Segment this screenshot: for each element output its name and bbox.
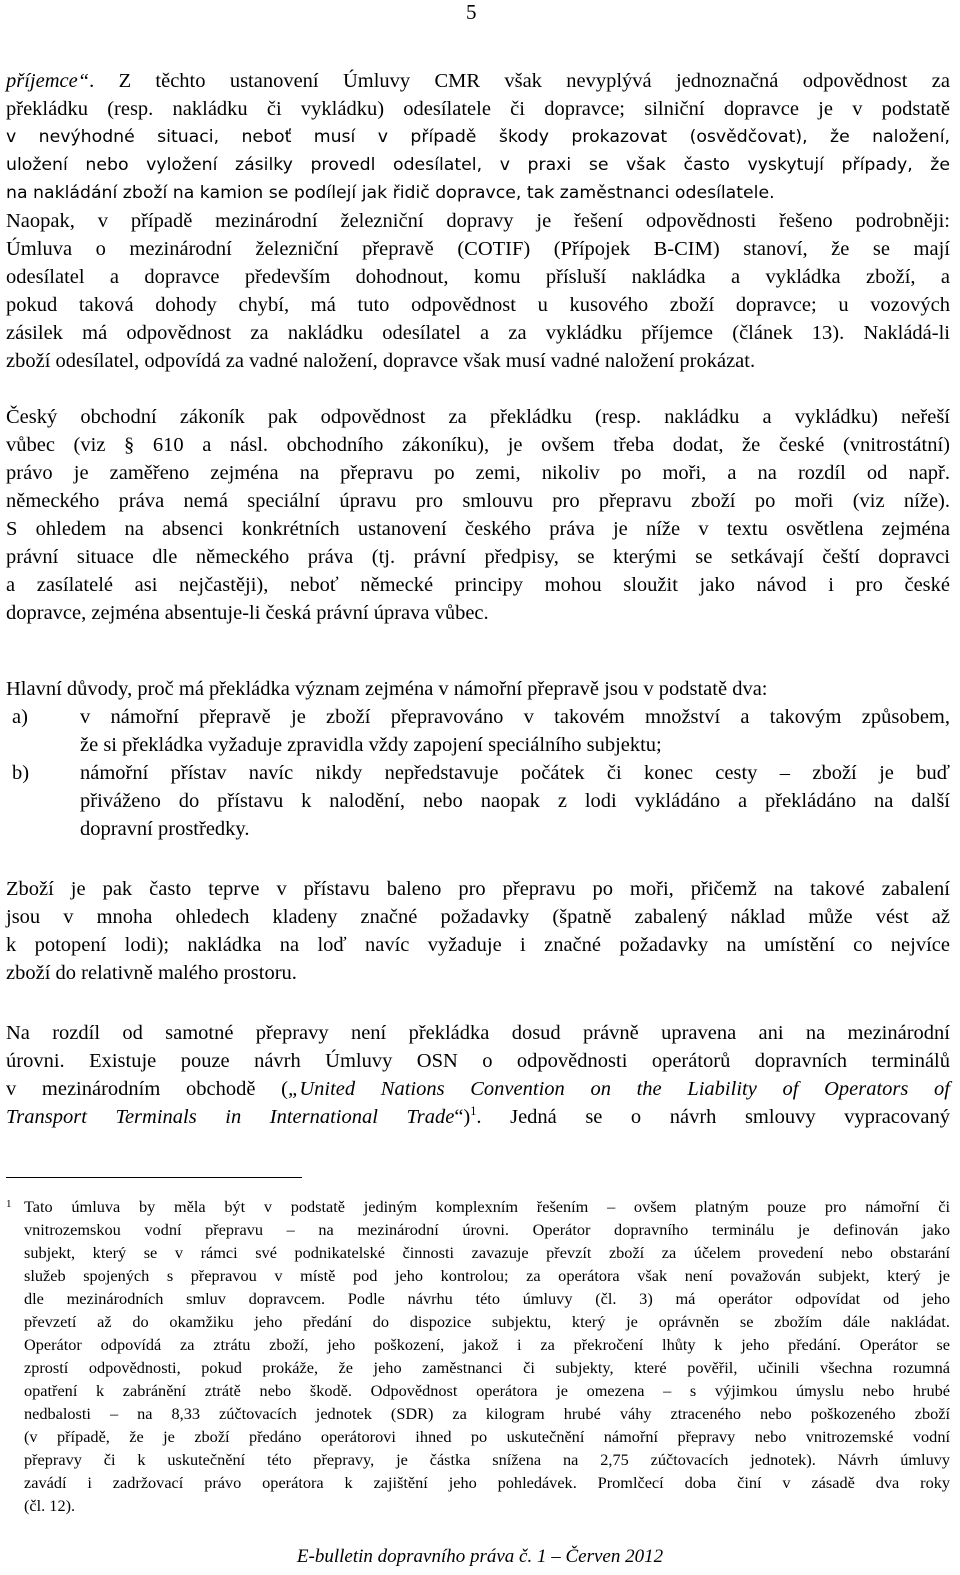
text-line: vůbec (viz § 610 a násl. obchodního zákoníku), je ovšem třeba dodat, že české (vnitrostátní) [6,434,950,456]
italic-term: příjemce“ [6,70,90,92]
footnote-line: nedbalosti – na 8,33 zúčtovacích jednotek (SDR) za kilogram hrubé váhy ztraceného nebo poškozeného zboží [24,1404,950,1423]
text-line: dopravní prostředky. [80,818,250,840]
text-line: odesílatel a dopravce především dohodnout, komu přísluší nakládka a vykládka zboží, a [6,266,950,288]
text-line: právní situace dle německého práva (tj. právní předpisy, se kterými se setkávají čeští dopravci [6,546,950,568]
text-line: v námořní přepravě je zboží přepravováno v takovém množství a takovým způsobem, [80,706,950,728]
footnote-separator [6,1177,302,1178]
text-line [6,1103,950,1131]
footnote-line: (v případě, že je zboží předáno operátorovi ihned po uskutečnění námořní přepravy nebo vnitrozemské vodní [24,1427,950,1446]
text-line: Naopak, v případě mezinárodní železniční dopravy je řešení odpovědnosti řešeno podrobněji: [6,210,950,232]
text-line: zásilek má odpovědnost za nakládku odesílatel a za vykládku příjemce (článek 13). Nakládá-li [6,322,950,344]
text-line: Hlavní důvody, proč má překládka význam zejména v námořní přepravě jsou v podstatě dva: [6,678,768,700]
text-line: S ohledem na absenci konkrétních ustanovení českého práva je níže v textu osvětlena zejména [6,518,950,540]
text-line [6,67,950,95]
text-line: překládku (resp. nakládku či vykládku) odesílatele či dopravce; silniční dopravce je v podstatě [6,98,950,120]
text-line [6,1075,950,1103]
text-line: na nakládání zboží na kamion se podílejí jak řidič dopravce, tak zaměstnanci odesílatele. [6,183,775,203]
text-run: “) [454,1106,471,1128]
convention-title: Transport Terminals in International Trade [6,1106,455,1128]
text-run: v mezinárodním obchodě ( [6,1078,288,1100]
text-line: zboží do relativně malého prostoru. [6,962,297,984]
text-line: dopravce, zejména absentuje-li česká právní úprava vůbec. [6,602,489,624]
list-marker: b) [12,762,30,784]
text-line: německého práva nemá speciální úpravu pro smlouvu pro přepravu zboží po moři (viz níže). [6,490,950,512]
footnote-line: dle mezinárodních smluv dopravcem. Podle návrhu této úmluvy (čl. 3) má operátor odpovídat od jeho [24,1289,950,1308]
footnote-mark: 1 [6,1198,12,1210]
text-run: . Jedná se o návrh smlouvy vypracovaný [476,1106,950,1128]
list-marker: a) [12,706,28,728]
text-line: jsou v mnoha ohledech kladeny značné požadavky (špatně zabalený náklad může vést až [6,906,950,928]
text-line: Na rozdíl od samotné přepravy není překládka dosud právně upravena ani na mezinárodní [6,1022,950,1044]
text-line: v nevýhodné situaci, neboť musí v případě škody prokazovat (osvědčovat), že naložení, [6,127,950,147]
text-line: námořní přístav navíc nikdy nepředstavuje počátek či konec cesty – zboží je buď [80,762,950,784]
footnote-reference[interactable]: 1 [470,1104,477,1119]
footnote-line: převzetí až do okamžiku jeho předání do dispozice subjektu, který je oprávněn se zbožím dále nakládat. [24,1312,950,1331]
text-line-content: příjemce“. Z těchto ustanovení Úmluvy CMR však nevyplývá jednoznačná odpovědnost za [6,70,950,92]
footnote-line: služeb spojených s přepravou v místě pod jeho kontrolou; za operátora však není považován subjekt, který je [24,1266,950,1285]
text-line: že si překládka vyžaduje zpravidla vždy zapojení speciálního subjektu; [80,734,662,756]
text-line: zboží odesílatel, odpovídá za vadné naložení, dopravce však musí vadné naložení prokázat. [6,350,756,372]
footnote-line: opatření k zabránění ztrátě nebo škodě. Odpovědnost operátora je omezena – s výjimkou úmyslu nebo hrubé [24,1381,950,1400]
footnote-line: Tato úmluva by měla být v podstatě jediným komplexním řešením – ovšem platným pouze pro námořní či [24,1197,950,1216]
footnote-line: Operátor odpovídá za ztrátu zboží, jeho poškození, jakož i za překročení lhůty k jeho předání. Operátor se [24,1335,950,1354]
text-line: Úmluva o mezinárodní železniční přepravě (COTIF) (Přípojek B-CIM) stanoví, že se mají [6,238,950,260]
text-line: Zboží je pak často teprve v přístavu baleno pro přepravu po moři, přičemž na takové zabalení [6,878,950,900]
footnote-line: vnitrozemskou vodní přepravu – na mezinárodní úrovni. Operátor dopravního terminálu je definován jako [24,1220,950,1239]
footnote-line: přepravy či k uskutečnění této přepravy, je částka snížena na 2,75 zúčtovacích jednotek). Návrh úmluvy [24,1450,950,1469]
page-footer: E-bulletin dopravního práva č. 1 – Červen 2012 [296,1546,664,1567]
text-line: uložení nebo vyložení zásilky provedl odesílatel, v praxi se však často vyskytují případy, že [6,155,950,175]
footnote-line: subjekt, který se v rámci své podnikatelské činnosti zavazuje převzít zboží za účelem provedení nebo obstarání [24,1243,950,1262]
convention-title: „United Nations Convention on the Liability of Operators of [287,1078,950,1100]
text-line: přiváženo do přístavu k nalodění, nebo naopak z lodi vykládáno a překládáno na další [80,790,950,812]
text-line: a zasílatelé asi nejčastěji), neboť německé principy mohou sloužit jako návod i pro české [6,574,950,596]
text-line: Český obchodní zákoník pak odpovědnost za překládku (resp. nakládku a vykládku) neřeší [6,406,950,428]
text-line: k potopení lodi); nakládka na loď navíc vyžaduje i značné požadavky na umístění co nejvíce [6,934,950,956]
page-number: 5 [466,0,477,24]
text-line: právo je zaměřeno zejména na přepravu po zemi, nikoliv po moři, a na rozdíl od např. [6,462,950,484]
footnote-line: zprostí odpovědnosti, pokud prokáže, že jeho zaměstnanci či subjekty, které pověřil, učinili všechna rozumná [24,1358,950,1377]
footnote-line: (čl. 12). [24,1496,76,1515]
text-line: úrovni. Existuje pouze návrh Úmluvy OSN o odpovědnosti operátorů dopravních terminálů [6,1050,950,1072]
text-line: pokud taková dohody chybí, má tuto odpovědnost u kusového zboží dopravce; u vozových [6,294,950,316]
footnote-line: zavádí i zadržovací právo operátora k zajištění jeho pohledávek. Promlčecí doba činí v zásadě dva roky [24,1473,950,1492]
